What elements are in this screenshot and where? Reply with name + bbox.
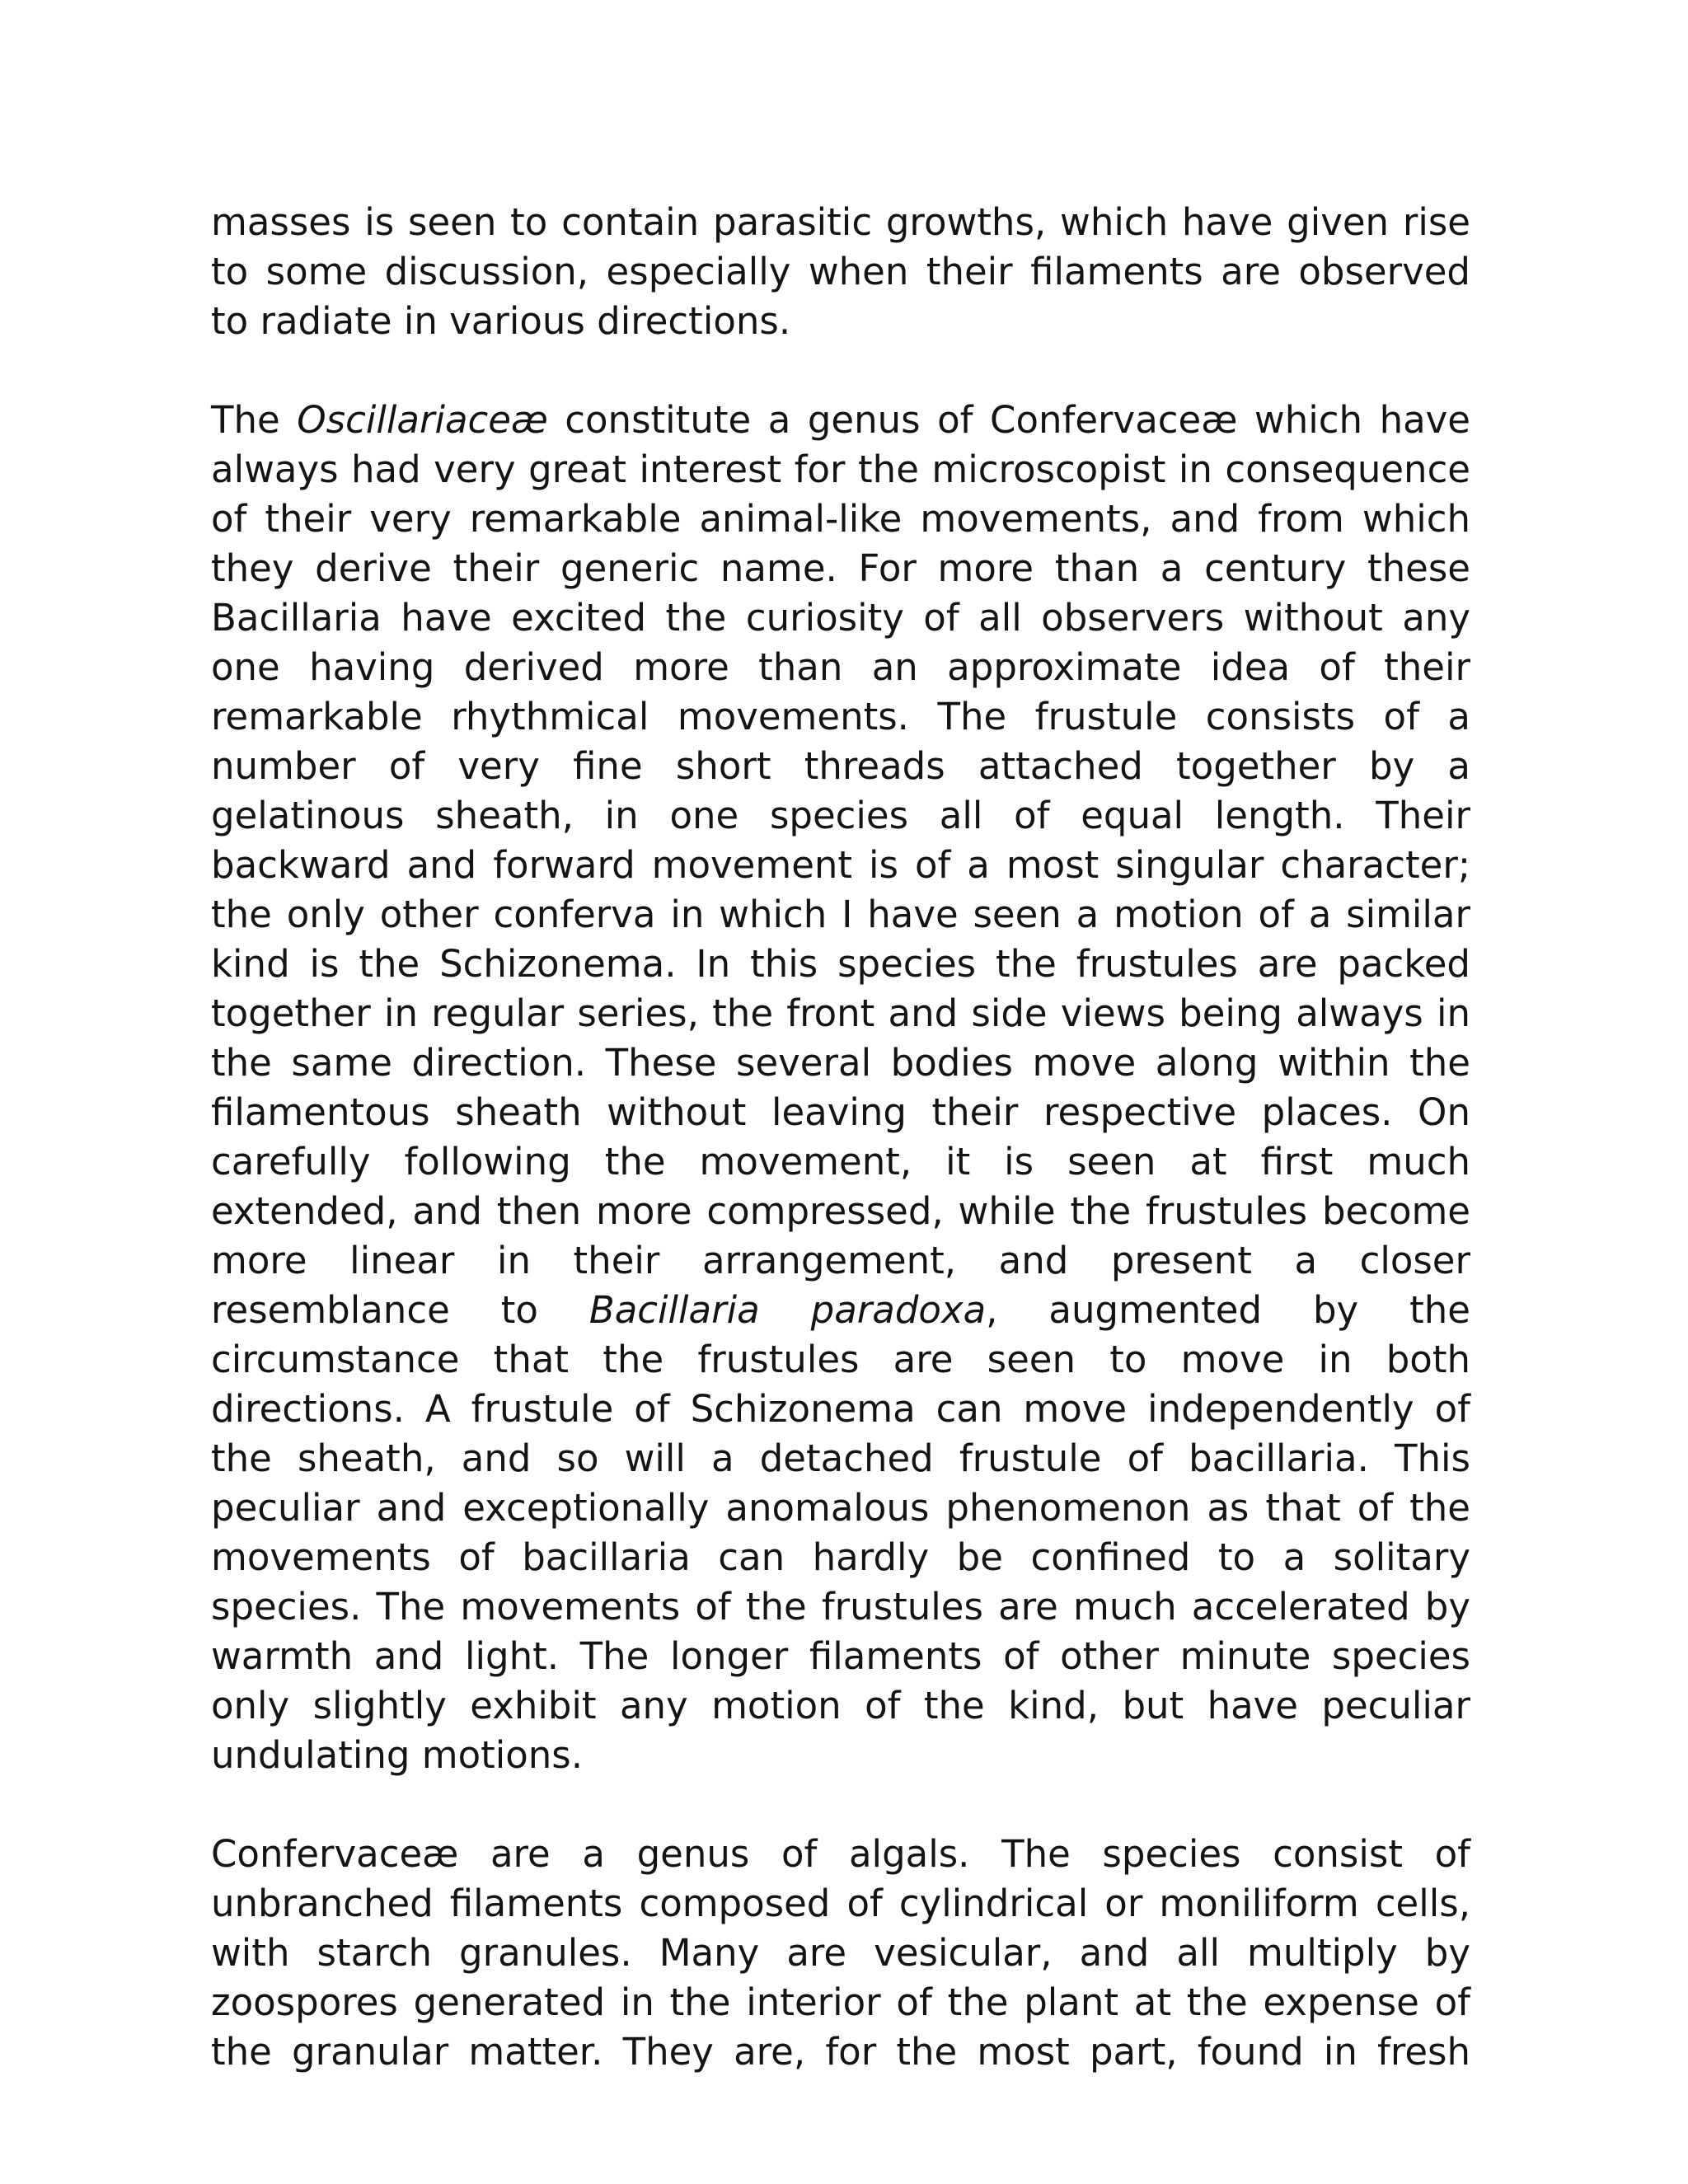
paragraph-3 bbox=[211, 1830, 1470, 2077]
paragraph-text: Confervaceæ are a genus of algals. The species consist of unbranched filaments composed of cylindrical or moniliform cells, with starch granules. Many are vesicular, and all multiply by zoospores generated in the interior of the plant at the expense of the granular matter. They are, for the most part, found in fresh bbox=[211, 1832, 1470, 2074]
paragraph-1 bbox=[211, 198, 1470, 346]
paragraph-text: , augmented by the circumstance that the frustules are seen to move in both directions. A frustule of Schizonema can move independently of the sheath, and so will a detached frustule of bacillaria. This peculiar and exceptionally anomalous phenomenon as that of the movements of bacillaria can hardly be confined to a solitary species. The movements of the frustules are much accelerated by warmth and light. The longer filaments of other minute species only slightly exhibit any motion of the kind, but have peculiar undulating motions. bbox=[211, 1288, 1470, 1777]
paragraph-text: constitute a genus of Confervaceæ which have always had very great interest for the microscopist in consequence of their very remarkable animal-like movements, and from which they derive their generic name. For more than a century these Bacillaria have excited the curiosity of all observers without any one having derived more than an approximate idea of their remarkable rhythmical movements. The frustule consists of a number of very fine short threads attached together by a gelatinous sheath, in one species all of equal length. Their backward and forward movement is of a most singular character; the only other conferva in which I have seen a motion of a similar kind is the Schizonema. In this species the frustules are packed together in regular series, the front and side views being always in the same direction. These several bodies move along within the filamentous sheath without leaving their respective places. On carefully following the movement, it is seen at first much extended, and then more compressed, while the frustules become more linear in their arrangement, and present a closer resemblance to bbox=[211, 398, 1470, 1332]
paragraph-text: masses is seen to contain parasitic growths, which have given rise to some discussion, especially when their filaments are observed to radiate in various directions. bbox=[211, 200, 1470, 343]
paragraph-2 bbox=[211, 396, 1470, 1780]
document-page bbox=[211, 198, 1470, 2077]
italic-term-bacillaria-paradoxa: Bacillaria paradoxa bbox=[588, 1288, 987, 1332]
paragraph-text: The bbox=[211, 398, 298, 442]
italic-term-oscillariaceae: Oscillariaceæ bbox=[297, 398, 548, 442]
